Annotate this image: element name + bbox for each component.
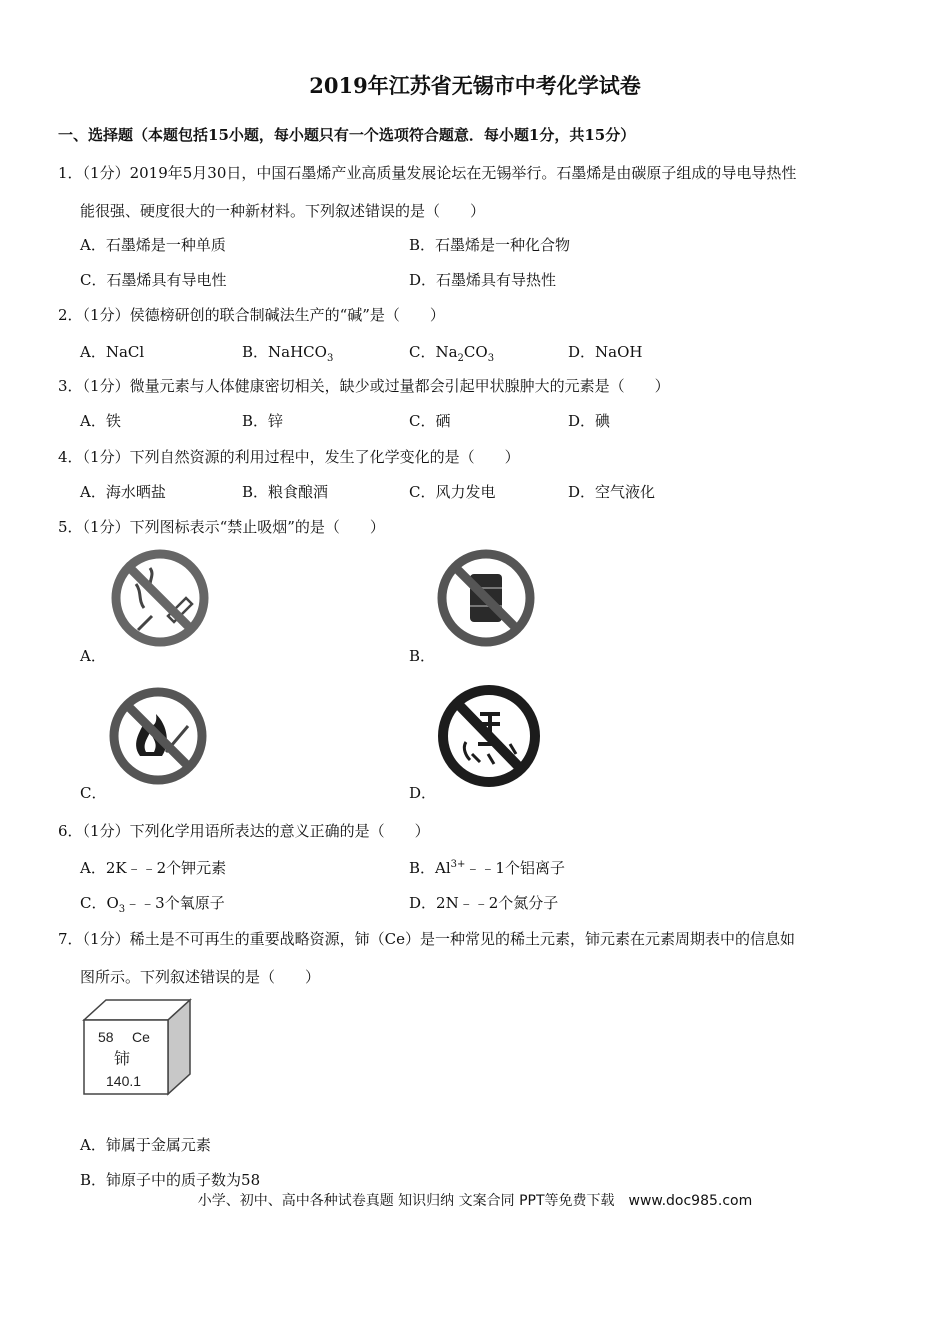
element-atomic-number: 58 <box>98 1029 114 1045</box>
question-3-option-d: D．碘 <box>568 412 611 430</box>
question-4-option-d: D．空气液化 <box>568 483 656 501</box>
periodic-table-cell <box>82 998 194 1098</box>
section-heading: 一、选择题（本题包括15小题，每小题只有一个选项符合题意．每小题1分，共15分） <box>58 126 636 144</box>
no-open-flame-sign-icon <box>106 686 210 786</box>
no-burning-sign-icon <box>436 684 542 788</box>
question-7-stem-cont: 图所示。下列叙述错误的是（ ） <box>80 968 321 986</box>
question-7-option-a: A．铈属于金属元素 <box>80 1136 211 1154</box>
question-5-stem: 5．（1分）下列图标表示“禁止吸烟”的是（ ） <box>58 518 385 536</box>
question-3-option-a: A．铁 <box>80 412 121 430</box>
question-5-option-b: B． <box>409 647 436 665</box>
question-1-stem: 1．（1分）2019年5月30日，中国石墨烯产业高质量发展论坛在无锡举行。石墨烯是由碳原子组成的导电导热性 <box>58 164 797 182</box>
question-6-option-b: B．$Al^{3+}﹣﹣1$个铝离子 <box>409 859 565 877</box>
question-5-option-c: C． <box>80 784 107 802</box>
question-3-option-b: B．锌 <box>242 412 284 430</box>
question-6-stem: 6．（1分）下列化学用语所表达的意义正确的是（ ） <box>58 822 430 840</box>
question-7-option-b: B．铈原子中的质子数为58 <box>80 1171 261 1189</box>
question-5-option-d: D． <box>409 784 437 802</box>
question-6-option-a: A．2K﹣﹣2个钾元素 <box>80 859 227 877</box>
question-4-option-c: C．风力发电 <box>409 483 496 501</box>
question-6-option-c: C．$O_3﹣﹣3$个氧原子 <box>80 894 225 915</box>
question-1-option-d: D．石墨烯具有导热性 <box>409 271 557 289</box>
question-1-option-c: C．石墨烯具有导电性 <box>80 271 227 289</box>
question-5-option-a: A． <box>80 647 106 665</box>
question-4-option-a: A．海水晒盐 <box>80 483 166 501</box>
no-barrel-sign-icon <box>434 548 538 648</box>
question-1-option-b: B．石墨烯是一种化合物 <box>409 236 571 254</box>
question-4-stem: 4．（1分）下列自然资源的利用过程中，发生了化学变化的是（ ） <box>58 448 520 466</box>
question-1-option-a: A．石墨烯是一种单质 <box>80 236 226 254</box>
question-2-option-c: C．$Na_2CO_3$ <box>409 343 495 364</box>
question-1-stem-cont: 能很强、硬度很大的一种新材料。下列叙述错误的是（ ） <box>80 202 486 220</box>
question-6-option-d: D．2N﹣﹣2个氮分子 <box>409 894 559 912</box>
question-2-option-b: B．NaHCO$_3$ <box>242 343 334 364</box>
element-symbol: Ce <box>132 1029 150 1045</box>
question-2-option-d: D．NaOH <box>568 343 643 361</box>
element-atomic-mass: 140.1 <box>106 1073 142 1089</box>
question-2-option-a: A．NaCl <box>80 343 145 361</box>
question-4-option-b: B．粮食酿酒 <box>242 483 329 501</box>
footer-note: 小学、初中、高中各种试卷真题 知识归纳 文案合同 PPT等免费下载 www.doc985.com <box>197 1193 753 1209</box>
no-smoking-sign-icon <box>108 548 212 648</box>
page-title: 2019年江苏省无锡市中考化学试卷 <box>309 73 641 98</box>
question-3-stem: 3．（1分）微量元素与人体健康密切相关，缺少或过量都会引起甲状腺肿大的元素是（ ） <box>58 377 670 395</box>
element-name: 铈 <box>114 1049 131 1068</box>
question-2-stem: 2．（1分）侯德榜研创的联合制碱法生产的“碱”是（ ） <box>58 306 445 324</box>
question-7-stem: 7．（1分）稀土是不可再生的重要战略资源，铈（Ce）是一种常见的稀土元素，铈元素在元素周期表中的信息如 <box>58 930 795 948</box>
question-3-option-c: C．硒 <box>409 412 451 430</box>
